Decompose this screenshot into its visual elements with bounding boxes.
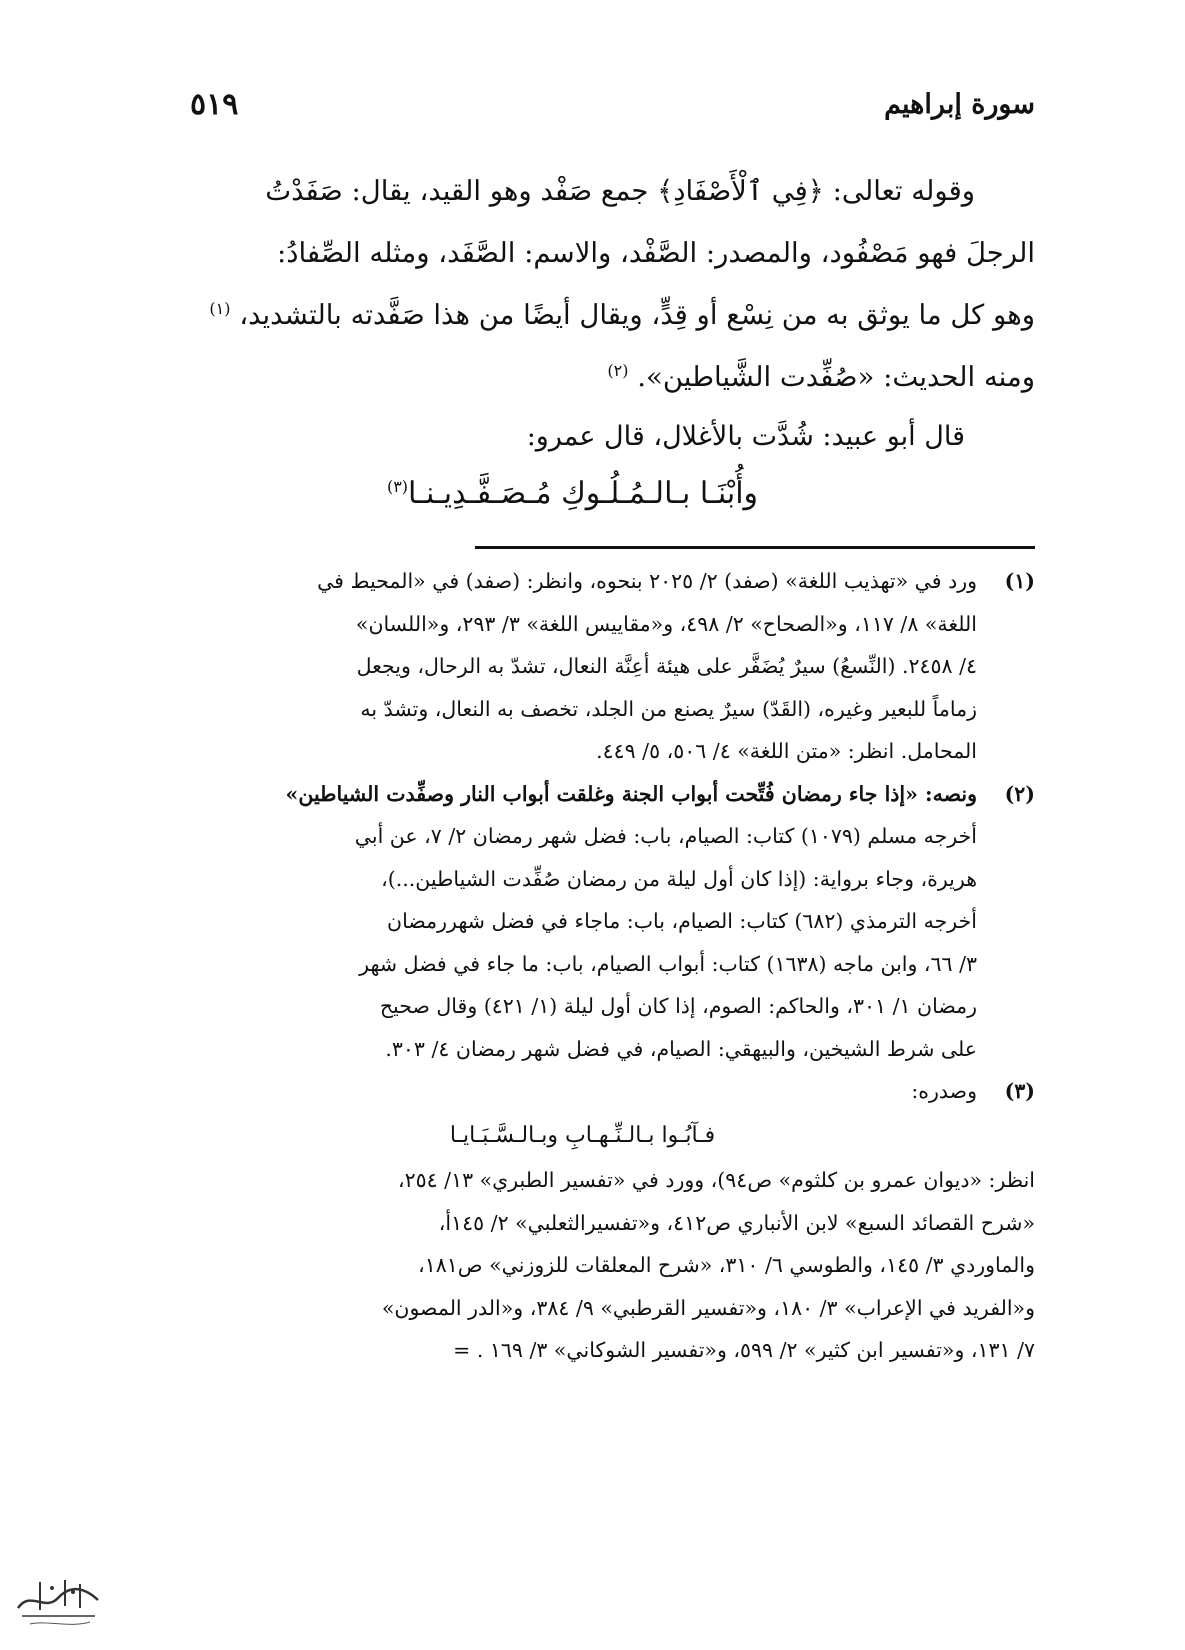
surah-title: سورة إبراهيم (884, 88, 1035, 120)
footnote-1 (130, 560, 1035, 773)
footnote-line: هريرة، وجاء برواية: (إذا كان أول ليلة من رمضان صُفِّدت الشياطين...)، (381, 866, 977, 891)
verse-line (150, 464, 995, 524)
footnote-poetry-line: فـآبُـوا بـالـنِّـهـابِ وبـالـسَّـبَـايـا (449, 1122, 716, 1148)
main-text (150, 160, 1035, 408)
footnote-line: ورد في «تهذيب اللغة» (صفد) ٢/ ٢٠٢٥ بنحوه، وانظر: (صفد) في «المحيط في (317, 569, 977, 593)
footnote-line: ٣/ ٦٦، وابن ماجه (١٦٣٨) كتاب: أبواب الصيام، باب: ما جاء في فضل شهر (359, 951, 977, 976)
footnote-line: انظر: «ديوان عمرو بن كلثوم» ص٩٤)، وورد في «تفسير الطبري» ١٣/ ٢٥٤، (397, 1168, 1035, 1192)
main-line-4 (150, 346, 1035, 408)
footnotes (130, 560, 1035, 1372)
footnote-3 (130, 1070, 1035, 1113)
footnote-divider (475, 546, 1035, 549)
footnote-line: أخرجه الترمذي (٦٨٢) كتاب: الصيام، باب: ماجاء في فضل شهررمضان (387, 909, 977, 933)
main-line-3-text: وهو كل ما يوثق به من نِسْع أو قِدٍّ، ويقال أيضًا من هذا صَفَّدته بالتشديد، (239, 299, 1035, 331)
verse-text: وأُبْنَـا بـالـمُـلُـوكِ مُـصَـفَّـدِيـنـا (408, 476, 759, 511)
footnote-line: أخرجه مسلم (١٠٧٩) كتاب: الصيام، باب: فضل شهر رمضان ٢/ ٧، عن أبي (354, 824, 977, 848)
footnote-2 (130, 773, 1035, 1071)
footnote-line: على شرط الشيخين، والبيهقي: الصيام، في فضل شهر رمضان ٤/ ٣٠٣. (385, 1036, 977, 1061)
page-number: ٥١٩ (190, 86, 239, 122)
footnote-ref-1[interactable]: (١) (209, 298, 231, 318)
footnote-line: المحامل. انظر: «متن اللغة» ٤/ ٥٠٦، ٥/ ٤٤٩. (596, 739, 977, 763)
footnote-3-continuation (130, 1159, 1035, 1372)
footnote-line: و«الفريد في الإعراب» ٣/ ١٨٠، و«تفسير القرطبي» ٩/ ٣٨٤، و«الدر المصون» (381, 1295, 1035, 1320)
library-logo-watermark (10, 1570, 105, 1630)
footnote-ref-2[interactable]: (٢) (607, 360, 629, 380)
footnote-line: ونصه: «إذا جاء رمضان فُتِّحت أبواب الجنة وغلقت أبواب النار وصفِّدت الشياطين» (285, 781, 977, 806)
footnote-line: «شرح القصائد السبع» لابن الأنباري ص٤١٢، و«تفسيرالثعلبي» ٢/ ١٤٥أ، (438, 1210, 1035, 1235)
verse-intro: قال أبو عبيد: شُدَّت بالأغلال، قال عمرو: (526, 421, 965, 452)
footnote-line: رمضان ١/ ٣٠١، والحاكم: الصوم، إذا كان أول ليلة (١/ ٤٢١) وقال صحيح (379, 994, 977, 1018)
footnote-line: والماوردي ٣/ ١٤٥، والطوسي ٦/ ٣١٠، «شرح المعلقات للزوزني» ص١٨١، (418, 1253, 1035, 1277)
page-header (190, 82, 1035, 126)
footnote-line: زماماً للبعير وغيره، (القَدّ) سيرٌ يصنع من الجلد، تخصف به النعال، وتشدّ به (360, 696, 977, 721)
footnote-marker: (٢) (1004, 781, 1035, 806)
main-line-3 (150, 284, 1035, 346)
footnote-line: اللغة» ٨/ ١١٧، و«الصحاح» ٢/ ٤٩٨، و«مقاييس اللغة» ٣/ ٢٩٣، و«اللسان» (355, 611, 977, 636)
main-line-1: وقوله تعالى: ﴿فِي ٱلْأَصْفَادِ﴾ جمع صَفْد وهو القيد، يقال: صَفَدْتُ (265, 175, 975, 207)
footnote-line: وصدره: (911, 1079, 977, 1103)
footnote-marker: (١) (1004, 569, 1035, 593)
main-line-2: الرجلَ فهو مَصْفُود، والمصدر: الصَّفْد، والاسم: الصَّفَد، ومثله الصِّفادُ: (276, 237, 1035, 269)
footnote-line: ٤/ ٢٤٥٨. (النِّسعُ) سيرٌ يُضَفَّر على هيئة أعِنَّة النعال، تشدّ به الرحال، ويجعل (356, 654, 977, 678)
footnote-ref-3[interactable]: (٣) (386, 477, 409, 496)
main-line-4-text: ومنه الحديث: «صُفِّدت الشَّياطين». (637, 361, 1035, 393)
footnote-line: ٧/ ١٣١، و«تفسير ابن كثير» ٢/ ٥٩٩، و«تفسير الشوكاني» ٣/ ١٦٩ . = (453, 1338, 1035, 1362)
footnote-marker: (٣) (1004, 1079, 1035, 1103)
